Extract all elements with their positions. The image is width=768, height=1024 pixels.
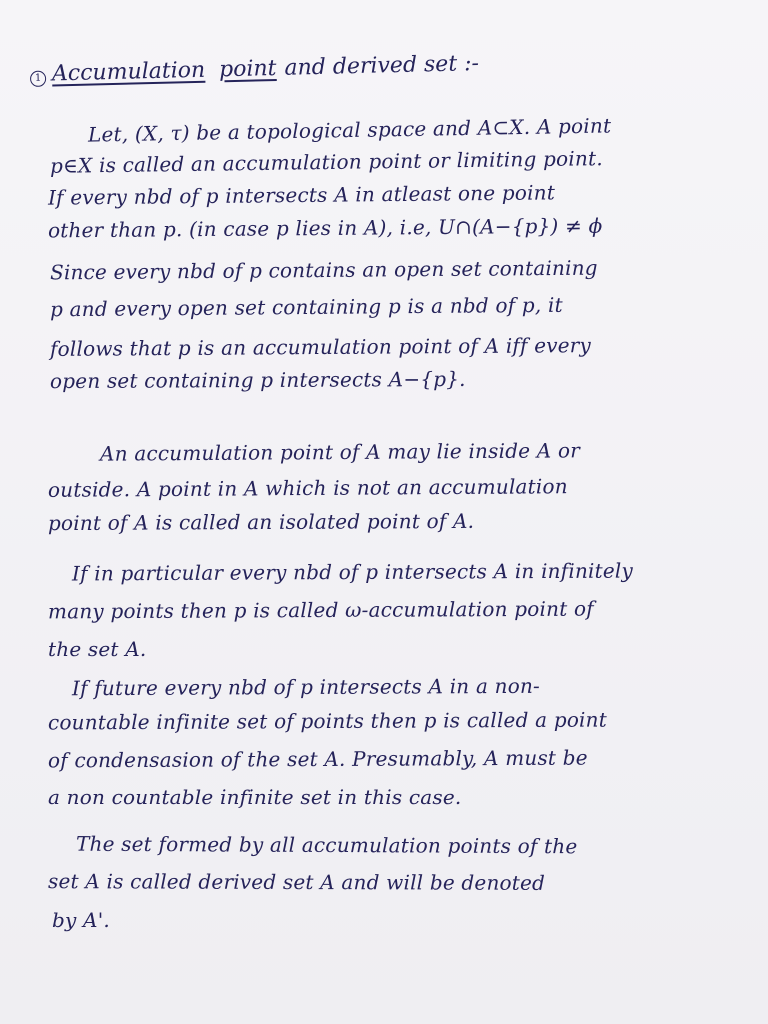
text-line: a non countable infinite set in this case. [48,785,462,809]
text-line: point of A is called an isolated point of A. [47,508,475,536]
text-line: by A'. [52,908,110,932]
text-line: other than p. (in case p lies in A), i.e, U∩(A−{p}) ≠ ϕ [47,213,603,243]
text-line: p and every open set containing p is a nbd of p, it [49,292,563,322]
text-line: set A is called derived set A and will be denoted [47,869,546,895]
text-line: Since every nbd of p contains an open set containing [49,255,598,285]
text-line: of condensasion of the set A. Presumably, A must be [47,745,588,773]
text-line: Let, (X, τ) be a topological space and A⊂X. A point [87,113,612,147]
text-line: An accumulation point of A may lie inside A or [99,438,581,466]
text-line: p∈X is called an accumulation point or limiting point. [49,146,603,178]
heading-title-point: point [218,55,277,83]
heading-title-accumulation: Accumulation [51,57,206,87]
item-number-marker: 1 [30,71,46,87]
text-line: follows that p is an accumulation point of A iff every [49,333,592,361]
text-line: If future every nbd of p intersects A in a non- [71,673,541,701]
text-line: The set formed by all accumulation points of the [75,831,578,859]
text-line: countable infinite set of points then p is called a point [47,707,608,735]
text-line: open set containing p intersects A−{p}. [49,366,466,394]
heading-title-rest: and derived set :- [284,51,480,81]
text-line: outside. A point in A which is not an accumulation [47,474,568,502]
text-line: If every nbd of p intersects A in atleast one point [47,180,556,210]
text-line: the set A. [48,637,147,661]
text-line: If in particular every nbd of p intersects A in infinitely [71,558,634,586]
page-heading [30,51,480,87]
text-line: many points then p is called ω-accumulation point of [47,596,594,624]
